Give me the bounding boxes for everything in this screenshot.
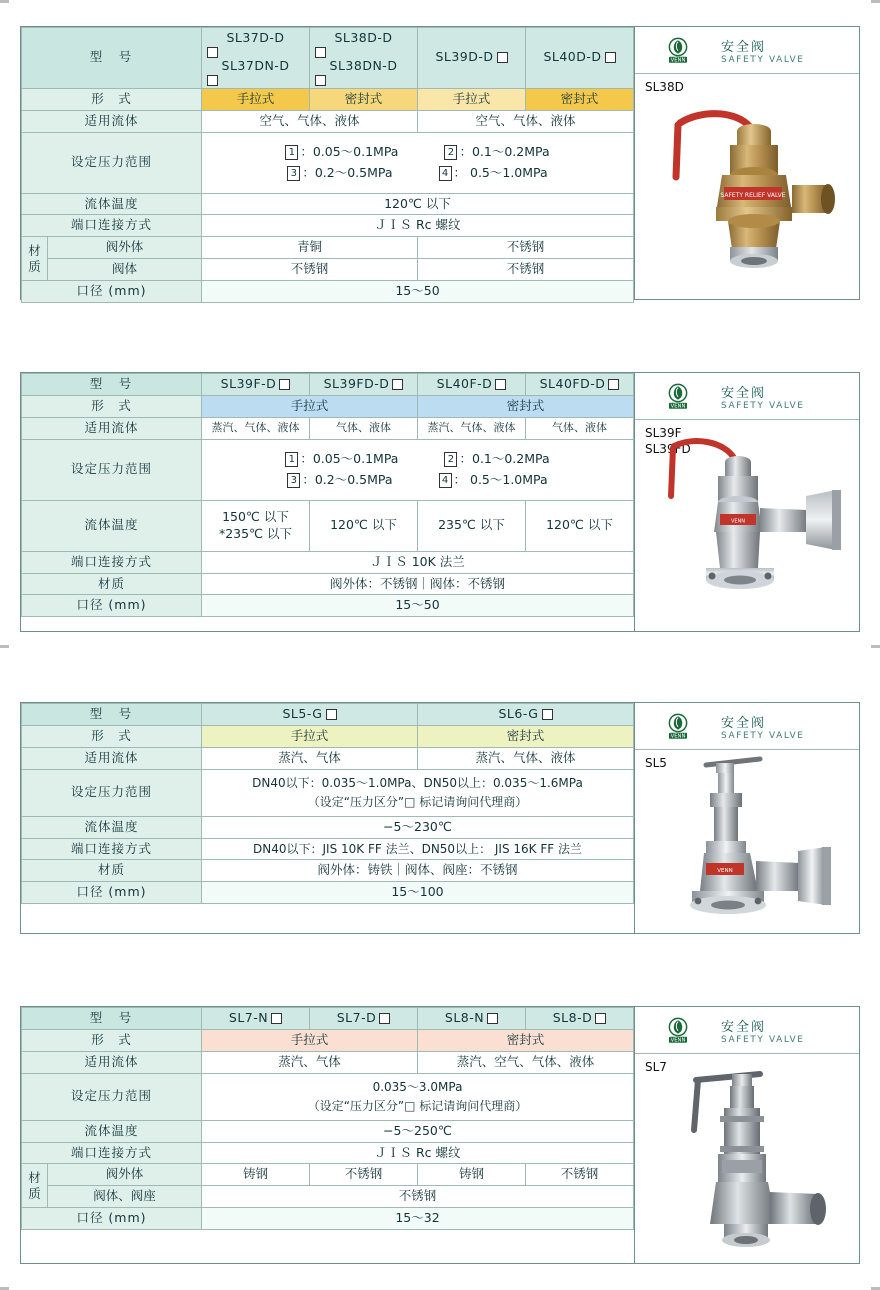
temperature-cell-3: 235℃ 以下	[418, 500, 526, 551]
pressure-text-4: ： 0.5～1.0MPa	[453, 164, 548, 180]
pressure-line-1: DN40以下：0.035～1.0MPa、DN50以上：0.035～1.6MPa	[252, 776, 583, 791]
model-cell-2: SL6-G	[418, 704, 634, 726]
row-label-connection: 端口连接方式	[22, 551, 202, 573]
spec-block-sl5g	[20, 702, 860, 934]
crop-mark-top-right	[871, 0, 880, 3]
row-label-fluid: 适用流体	[22, 110, 202, 132]
connection-cell: ＪＩＳ Rc 螺纹	[202, 1142, 634, 1164]
model-cell-1: SL39F-D	[202, 374, 310, 396]
table-row	[22, 500, 634, 551]
valve-photo-sl38d	[635, 73, 859, 299]
brand-title-cn: 安全阀	[721, 39, 767, 55]
brand-bar	[635, 27, 859, 74]
fluid-cell-1: 蒸汽、气体、液体	[202, 417, 310, 439]
brand-title-cn: 安全阀	[721, 715, 767, 731]
row-label-pressure: 设定压力范围	[22, 769, 202, 816]
venn-logo-icon	[635, 383, 721, 409]
fluid-cell-1: 蒸汽、气体	[202, 1051, 418, 1073]
form-cell-2: 密封式	[418, 395, 634, 417]
valve-photo-sl39f	[635, 419, 859, 631]
model-cell-3: SL39D-D	[418, 28, 526, 89]
brand-text	[721, 382, 805, 411]
form-cell-1: 手拉式	[202, 725, 418, 747]
pressure-cell	[202, 132, 634, 193]
brand-title-cn: 安全阀	[721, 1019, 767, 1035]
table-row	[22, 573, 634, 595]
svg-text:VENN: VENN	[670, 57, 686, 63]
brand-title-en: SAFETY VALVE	[721, 54, 805, 65]
row-label-fluid: 适用流体	[22, 417, 202, 439]
material-char-2: 质	[28, 1185, 41, 1201]
material-outer-1: 铸钢	[202, 1164, 310, 1186]
model-cell-2: SL39FD-D	[310, 374, 418, 396]
table-row	[22, 838, 634, 860]
material-outer-2: 不锈钢	[310, 1164, 418, 1186]
brand-text	[721, 1016, 805, 1045]
material-body-1: 不锈钢	[202, 259, 418, 281]
venn-logo-icon	[635, 1017, 721, 1043]
model-cell-2: SL7-D	[310, 1008, 418, 1030]
svg-text:VENN: VENN	[670, 733, 686, 739]
venn-logo-icon	[635, 37, 721, 63]
table-row	[22, 704, 634, 726]
table-row	[22, 28, 634, 89]
table-row	[22, 193, 634, 215]
pressure-index-1: 1	[285, 145, 298, 160]
table-row	[22, 417, 634, 439]
pressure-index-4: 4	[439, 473, 452, 488]
brand-bar	[635, 1007, 859, 1054]
row-label-body-outer: 阀外体	[48, 237, 202, 259]
fluid-cell-3: 蒸汽、气体、液体	[418, 417, 526, 439]
spec-block-sl37d	[20, 26, 860, 300]
pressure-index-1: 1	[285, 452, 298, 467]
model-cell-3: SL8-N	[418, 1008, 526, 1030]
row-label-form: 形 式	[22, 395, 202, 417]
image-label-sl38d: SL38D	[645, 80, 684, 94]
model-cell-1: SL37D-D SL37DN-D	[202, 28, 310, 89]
row-label-connection: 端口连接方式	[22, 838, 202, 860]
table-row	[22, 395, 634, 417]
row-label-model: 型 号	[22, 28, 202, 89]
table-row	[22, 1008, 634, 1030]
valve-photo-sl5	[635, 749, 859, 933]
row-label-fluid: 适用流体	[22, 747, 202, 769]
crop-mark-middle-left	[0, 645, 9, 648]
row-label-connection: 端口连接方式	[22, 215, 202, 237]
temperature-cell-1: 150℃ 以下 *235℃ 以下	[202, 500, 310, 551]
brand-text	[721, 36, 805, 65]
model-cell-4: SL40FD-D	[526, 374, 634, 396]
image-column-sl7	[634, 1007, 859, 1263]
brand-title-en: SAFETY VALVE	[721, 730, 805, 741]
connection-cell: ＪＩＳ Rc 螺纹	[202, 215, 634, 237]
fluid-cell-2: 空气、气体、液体	[418, 110, 634, 132]
row-label-material	[22, 237, 48, 281]
valve-photo-sl7	[635, 1053, 859, 1263]
row-label-bore: 口径 (mm)	[22, 882, 202, 904]
row-label-bore: 口径 (mm)	[22, 595, 202, 617]
pressure-index-3: 3	[287, 473, 300, 488]
row-label-material: 材质	[22, 860, 202, 882]
table-row	[22, 1164, 634, 1186]
model-cell-4: SL40D-D	[526, 28, 634, 89]
pressure-text-4: ： 0.5～1.0MPa	[453, 471, 548, 487]
row-label-body: 阀体	[48, 259, 202, 281]
table-row	[22, 1029, 634, 1051]
table-row	[22, 88, 634, 110]
svg-text:VENN: VENN	[670, 403, 686, 409]
model-cell-4: SL8-D	[526, 1008, 634, 1030]
table-row	[22, 1051, 634, 1073]
row-label-bore: 口径 (mm)	[22, 1208, 202, 1230]
material-char-1: 材	[28, 1170, 41, 1186]
svg-text:VENN: VENN	[670, 1037, 686, 1043]
form-cell-4: 密封式	[526, 88, 634, 110]
table-row	[22, 769, 634, 816]
row-label-body-seat: 阀体、阀座	[48, 1186, 202, 1208]
pressure-text-3: ：0.2～0.5MPa	[302, 164, 393, 180]
image-column-sl5	[634, 703, 859, 933]
material-char-2: 质	[28, 258, 41, 274]
fluid-cell-1: 蒸汽、气体	[202, 747, 418, 769]
row-label-material: 材质	[22, 573, 202, 595]
temperature-cell-4: 120℃ 以下	[526, 500, 634, 551]
row-label-form: 形 式	[22, 1029, 202, 1051]
model-cell-1: SL5-G	[202, 704, 418, 726]
material-cell: 阀外体：不锈钢｜阀体：不锈钢	[202, 573, 634, 595]
table-row	[22, 132, 634, 193]
spec-table-sl39f	[21, 373, 634, 631]
fluid-cell-2: 气体、液体	[310, 417, 418, 439]
table-row	[22, 237, 634, 259]
row-label-pressure: 设定压力范围	[22, 439, 202, 500]
pressure-index-3: 3	[287, 166, 300, 181]
brand-title-en: SAFETY VALVE	[721, 1034, 805, 1045]
form-cell-2: 密封式	[418, 725, 634, 747]
form-cell-2: 密封式	[418, 1029, 634, 1051]
table-row	[22, 816, 634, 838]
pressure-cell	[202, 769, 634, 816]
spec-table-sl37d	[21, 27, 634, 299]
table-row	[22, 259, 634, 281]
temperature-cell: −5～230℃	[202, 816, 634, 838]
brand-text	[721, 712, 805, 741]
row-label-temperature: 流体温度	[22, 816, 202, 838]
pressure-text-3: ：0.2～0.5MPa	[302, 471, 393, 487]
temperature-cell-2: 120℃ 以下	[310, 500, 418, 551]
pressure-line-1: 0.035～3.0MPa	[372, 1080, 463, 1095]
table-row	[22, 1120, 634, 1142]
image-label-sl39f: SL39F SL39FD	[645, 426, 691, 457]
spec-table-sl7	[21, 1007, 634, 1263]
row-label-model: 型 号	[22, 374, 202, 396]
row-label-connection: 端口连接方式	[22, 1142, 202, 1164]
form-cell-3: 手拉式	[418, 88, 526, 110]
crop-mark-middle-right	[871, 645, 880, 648]
row-label-material	[22, 1164, 48, 1208]
row-label-temperature: 流体温度	[22, 1120, 202, 1142]
material-body-2: 不锈钢	[418, 259, 634, 281]
row-label-model: 型 号	[22, 704, 202, 726]
fluid-cell-2: 蒸汽、空气、气体、液体	[418, 1051, 634, 1073]
pressure-index-2: 2	[444, 145, 457, 160]
table-row	[22, 439, 634, 500]
brand-bar	[635, 703, 859, 750]
model-cell-3: SL40F-D	[418, 374, 526, 396]
material-seat-1: 不锈钢	[202, 1186, 634, 1208]
row-label-form: 形 式	[22, 725, 202, 747]
crop-mark-top-left	[0, 0, 9, 3]
material-char-1: 材	[28, 243, 41, 258]
material-outer-3: 铸钢	[418, 1164, 526, 1186]
connection-cell: DN40以下：JIS 10K FF 法兰、DN50以上： JIS 16K FF 法兰	[202, 838, 634, 860]
pressure-index-2: 2	[444, 452, 457, 467]
table-row	[22, 725, 634, 747]
pressure-cell	[202, 439, 634, 500]
row-label-temperature: 流体温度	[22, 500, 202, 551]
fluid-cell-4: 气体、液体	[526, 417, 634, 439]
row-label-temperature: 流体温度	[22, 193, 202, 215]
table-row	[22, 1073, 634, 1120]
table-row	[22, 551, 634, 573]
table-row	[22, 110, 634, 132]
pressure-text-2: ：0.1～0.2MPa	[459, 450, 550, 466]
spec-block-sl7	[20, 1006, 860, 1264]
form-cell-2: 密封式	[310, 88, 418, 110]
table-row	[22, 1186, 634, 1208]
pressure-text-1: ：0.05～0.1MPa	[300, 450, 399, 466]
spec-table-sl5g	[21, 703, 634, 933]
table-row	[22, 281, 634, 303]
table-row	[22, 882, 634, 904]
bore-cell: 15～100	[202, 882, 634, 904]
material-outer-1: 青铜	[202, 237, 418, 259]
table-row	[22, 747, 634, 769]
pressure-index-4: 4	[439, 166, 452, 181]
table-row	[22, 1208, 634, 1230]
pressure-text-2: ：0.1～0.2MPa	[459, 143, 550, 159]
material-outer-4: 不锈钢	[526, 1164, 634, 1186]
material-outer-2: 不锈钢	[418, 237, 634, 259]
image-label-sl5: SL5	[645, 756, 667, 770]
image-label-sl7: SL7	[645, 1060, 667, 1074]
pressure-line-2: （设定“压力区分”□ 标记请询问代理商）	[307, 794, 528, 809]
row-label-body-outer: 阀外体	[48, 1164, 202, 1186]
table-row	[22, 374, 634, 396]
pressure-cell	[202, 1073, 634, 1120]
temperature-cell: 120℃ 以下	[202, 193, 634, 215]
model-cell-1: SL7-N	[202, 1008, 310, 1030]
brand-title-cn: 安全阀	[721, 385, 767, 401]
model-cell-2: SL38D-D SL38DN-D	[310, 28, 418, 89]
material-cell: 阀外体：铸铁｜阀体、阀座：不锈钢	[202, 860, 634, 882]
brand-title-en: SAFETY VALVE	[721, 400, 805, 411]
form-cell-1: 手拉式	[202, 88, 310, 110]
spec-block-sl39f	[20, 372, 860, 632]
connection-cell: ＪＩＳ 10K 法兰	[202, 551, 634, 573]
row-label-fluid: 适用流体	[22, 1051, 202, 1073]
table-row	[22, 215, 634, 237]
svg-text:VENN: VENN	[730, 518, 745, 524]
pressure-text-1: ：0.05～0.1MPa	[300, 143, 399, 159]
form-cell-1: 手拉式	[202, 395, 418, 417]
fluid-cell-1: 空气、气体、液体	[202, 110, 418, 132]
svg-text:VENN: VENN	[716, 868, 733, 874]
table-row	[22, 860, 634, 882]
row-label-model: 型 号	[22, 1008, 202, 1030]
temperature-cell: −5～250℃	[202, 1120, 634, 1142]
fluid-cell-2: 蒸汽、气体、液体	[418, 747, 634, 769]
bore-cell: 15～50	[202, 281, 634, 303]
row-label-pressure: 设定压力范围	[22, 1073, 202, 1120]
brand-bar	[635, 373, 859, 420]
table-row	[22, 595, 634, 617]
image-column-sl39f	[634, 373, 859, 631]
svg-text:SAFETY RELIEF VALVE: SAFETY RELIEF VALVE	[720, 192, 786, 199]
row-label-form: 形 式	[22, 88, 202, 110]
row-label-pressure: 设定压力范围	[22, 132, 202, 193]
pressure-line-2: （设定“压力区分”□ 标记请询问代理商）	[307, 1098, 528, 1113]
bore-cell: 15～50	[202, 595, 634, 617]
form-cell-1: 手拉式	[202, 1029, 418, 1051]
image-column-sl38d	[634, 27, 859, 299]
bore-cell: 15～32	[202, 1208, 634, 1230]
venn-logo-icon	[635, 713, 721, 739]
row-label-bore: 口径 (mm)	[22, 281, 202, 303]
table-row	[22, 1142, 634, 1164]
